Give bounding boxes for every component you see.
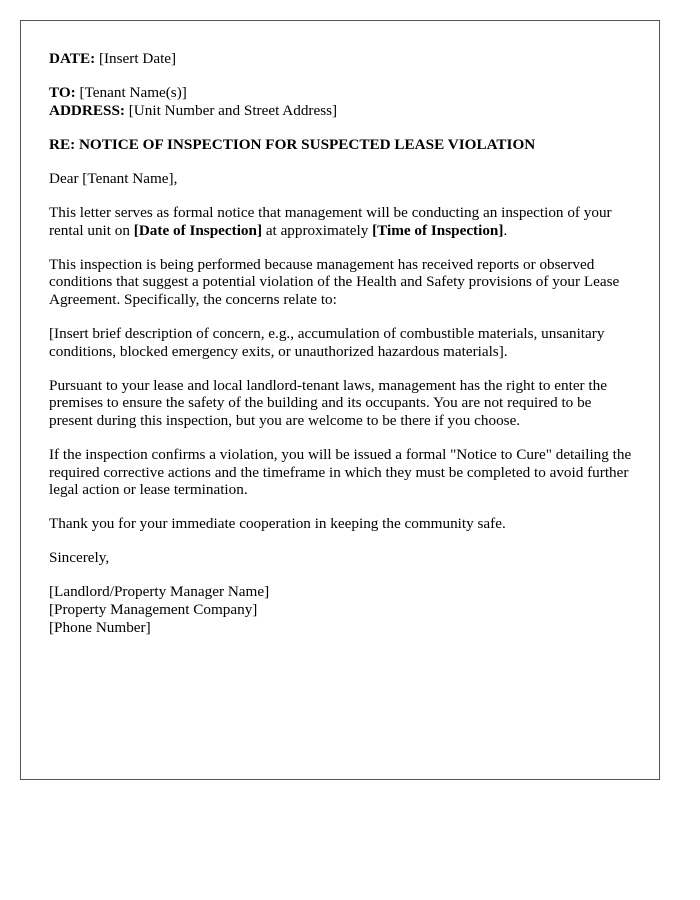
paragraph-thanks: Thank you for your immediate cooperation in keeping the community safe. [49,515,506,533]
address-line [49,102,639,120]
letter-body [49,50,639,636]
signature-phone: [Phone Number] [49,618,151,636]
to-line [49,84,639,102]
date-line [49,50,639,68]
date-label: DATE: [49,50,96,67]
date-value: [Insert Date] [98,50,177,67]
signature-block [49,583,639,636]
notice-text-2: at approximately [262,221,373,239]
closing: Sincerely, [49,549,110,567]
paragraph-notice [49,204,639,239]
paragraph-concern: [Insert brief description of concern, e.g., accumulation of combustible materials, unsanitary conditions, blocked emergency exits, or unauthorized hazardous materials]. [49,324,605,360]
paragraph-reason: This inspection is being performed because management has received reports or observed conditions that suggest a potential violation of the Health and Safety provisions of your Lease Agreement. Specifically, the concerns relate to: [49,255,620,308]
signature-name: [Landlord/Property Manager Name] [49,583,270,601]
address-label: ADDRESS: [49,101,125,119]
paragraph-rights: Pursuant to your lease and local landlord-tenant laws, management has the right to enter the premises to ensure the safety of the building and its occupants. You are not required to be present during this inspection, but you are welcome to be there if you choose. [49,376,607,429]
to-label: TO: [49,84,76,102]
notice-text-1: This letter serves as formal notice that management will be conducting an inspection of your rental unit on [49,203,612,239]
letter-page [20,20,660,780]
paragraph-consequences: If the inspection confirms a violation, you will be issued a formal "Notice to Cure" detailing the required corrective actions and the timeframe in which they must be completed to avoid further legal action or lease termination. [49,445,632,499]
notice-text-3: . [503,221,508,239]
inspection-date: [Date of Inspection] [133,221,263,239]
subject-text: RE: NOTICE OF INSPECTION FOR SUSPECTED LEASE VIOLATION [49,135,536,153]
salutation: Dear [Tenant Name], [49,169,178,187]
to-value: [Tenant Name(s)] [79,84,187,102]
signature-company: [Property Management Company] [49,600,258,618]
subject-line [49,136,639,154]
address-value: [Unit Number and Street Address] [128,101,338,119]
inspection-time: [Time of Inspection] [372,221,504,239]
